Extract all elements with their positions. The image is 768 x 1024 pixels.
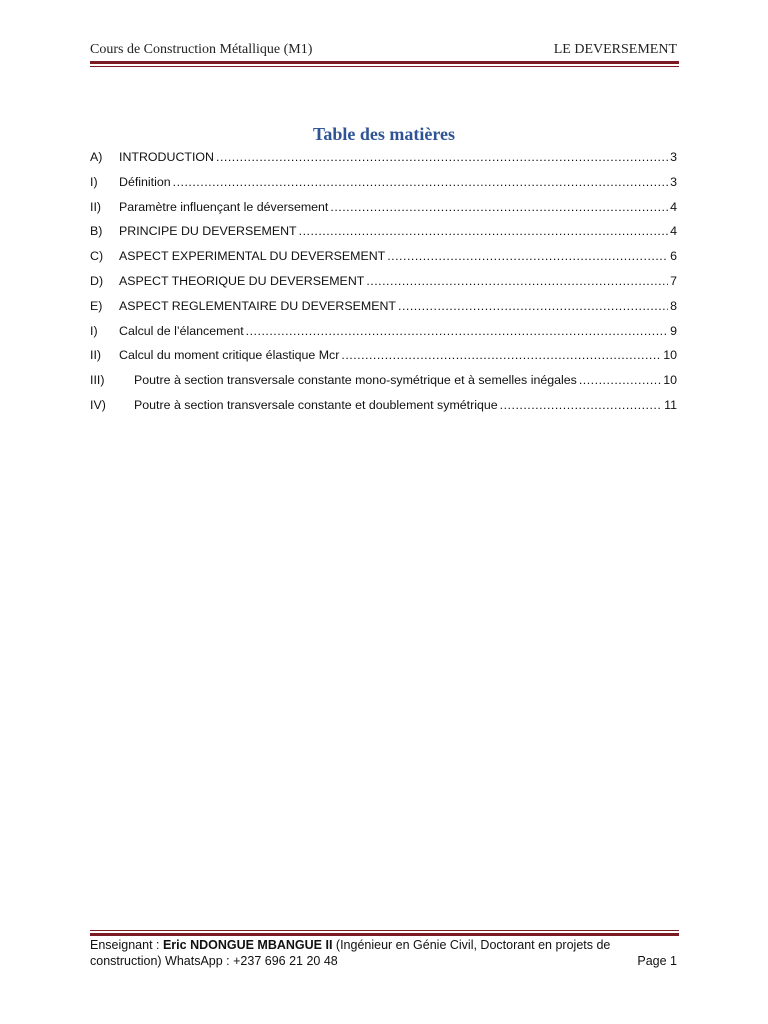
table-of-contents [90, 147, 677, 420]
toc-entry-body [134, 370, 677, 390]
toc-dot-leader [173, 172, 668, 192]
toc-entry-number: III) [90, 373, 105, 388]
toc-dot-leader [500, 395, 662, 415]
footer-teacher-prefix: Enseignant : [90, 938, 163, 952]
toc-entry-text: Poutre à section transversale constante mono-symétrique et à semelles inégales [134, 373, 577, 388]
toc-title: Table des matières [313, 124, 455, 144]
toc-entry-number: IV) [90, 397, 106, 412]
toc-dot-leader [366, 271, 668, 291]
toc-entry[interactable] [90, 321, 677, 346]
toc-entry-page: 3 [670, 150, 677, 164]
header-course-title: Cours de Construction Métallique (M1) [90, 42, 313, 57]
toc-entry-body [119, 221, 677, 241]
footer-contact-line: construction) WhatsApp : +237 696 21 20 48 [90, 954, 338, 968]
toc-dot-leader [579, 370, 661, 390]
toc-entry-text: ASPECT REGLEMENTAIRE DU DEVERSEMENT [119, 298, 397, 313]
toc-entry-number: E) [90, 298, 103, 313]
toc-entry-page: 6 [670, 249, 677, 264]
toc-dot-leader [299, 221, 668, 241]
toc-entry-text: Calcul de l’élancement [119, 323, 244, 338]
toc-entry[interactable] [90, 147, 677, 172]
toc-dot-leader [341, 345, 661, 365]
toc-dot-leader [330, 197, 668, 217]
toc-entry-text: Poutre à section transversale constante et doublement symétrique [134, 397, 498, 412]
toc-dot-leader [387, 246, 668, 266]
toc-entry-text: ASPECT EXPERIMENTAL DU DEVERSEMENT [119, 249, 386, 264]
toc-entry-page: 10 [663, 348, 677, 363]
toc-entry-body [119, 197, 677, 217]
footer-rule-thick [90, 933, 679, 936]
toc-entry[interactable] [90, 246, 677, 271]
toc-entry-page: 10 [663, 373, 677, 388]
toc-entry-number: B) [90, 224, 103, 239]
toc-entry[interactable] [90, 395, 677, 420]
footer-teacher-name: Eric NDONGUE MBANGUE II [162, 938, 333, 952]
toc-entry-page: 3 [670, 174, 677, 189]
toc-entry[interactable] [90, 345, 677, 370]
toc-entry-body [119, 147, 677, 167]
toc-entry[interactable] [90, 197, 677, 222]
footer-rule-thin [90, 930, 679, 931]
toc-entry-page: 4 [670, 224, 677, 239]
toc-entry-number: II) [90, 199, 102, 214]
toc-entry-body [119, 296, 677, 316]
page-header [90, 40, 679, 60]
toc-entry-body [119, 321, 677, 341]
toc-entry-page: 11 [664, 397, 677, 412]
toc-entry-number: D) [90, 273, 104, 288]
toc-entry-text: INTRODUCTION [119, 150, 214, 164]
toc-entry-page: 8 [670, 298, 677, 313]
toc-entry-number: II) [90, 348, 102, 363]
toc-entry[interactable] [90, 370, 677, 395]
footer-teacher-details: (Ingénieur en Génie Civil, Doctorant en projets de [332, 938, 611, 952]
toc-entry-body [119, 345, 677, 365]
toc-entry-number: C) [90, 249, 104, 264]
toc-entry[interactable] [90, 221, 677, 246]
toc-entry-text: Paramètre influençant le déversement [119, 199, 329, 214]
toc-entry-text: Définition [119, 174, 171, 189]
toc-entry-page: 4 [670, 199, 677, 214]
toc-entry-body [119, 271, 677, 291]
toc-entry-text: Calcul du moment critique élastique Mcr [119, 348, 340, 363]
header-chapter-title: LE DEVERSEMENT [553, 42, 677, 57]
header-rule-thick [90, 61, 679, 64]
toc-entry[interactable] [90, 172, 677, 197]
toc-entry-body [119, 172, 677, 192]
toc-entry-body [119, 246, 677, 266]
toc-dot-leader [216, 147, 668, 167]
toc-entry-page: 7 [670, 273, 677, 288]
toc-entry-body [134, 395, 677, 415]
toc-entry-page: 9 [670, 323, 677, 338]
toc-entry[interactable] [90, 271, 677, 296]
toc-entry-number: I) [90, 174, 98, 189]
toc-entry-number: I) [90, 323, 98, 338]
toc-dot-leader [246, 321, 668, 341]
footer-teacher-line [90, 937, 610, 953]
toc-entry-text: PRINCIPE DU DEVERSEMENT [119, 224, 297, 239]
header-rule-thin [90, 66, 679, 67]
toc-dot-leader [398, 296, 668, 316]
toc-entry[interactable] [90, 296, 677, 321]
toc-entry-number: A) [90, 150, 103, 164]
page-number: Page 1 [637, 954, 677, 968]
toc-entry-text: ASPECT THEORIQUE DU DEVERSEMENT [119, 273, 365, 288]
